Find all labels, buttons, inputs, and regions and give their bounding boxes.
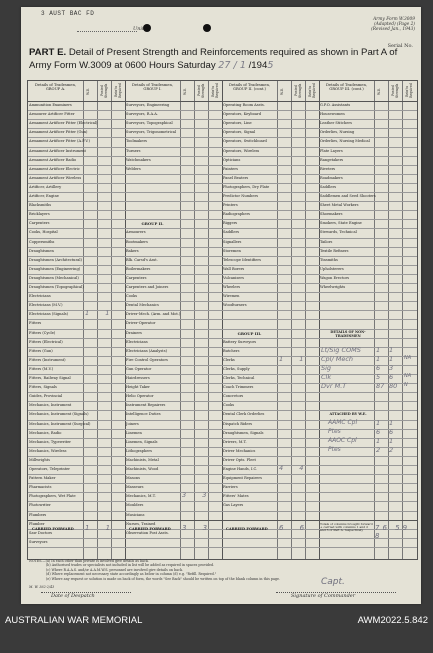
trade-label: Saddlers xyxy=(223,230,240,235)
trade-label: Photowriter xyxy=(29,503,51,508)
we-value: 1 xyxy=(376,354,381,363)
signature-handwritten: Capt. xyxy=(321,577,345,587)
trade-label: Concretors xyxy=(223,394,244,399)
trade-label: Stewards, Technical xyxy=(320,230,357,235)
trade-label: Driver Mechanics xyxy=(223,448,256,453)
trade-label: Surveyors, R.A.A. xyxy=(126,112,159,117)
table-row-rule xyxy=(28,511,417,512)
we-value: 1 xyxy=(376,418,381,427)
trade-label: Housewomen xyxy=(320,112,345,117)
attached-entry: Ptes xyxy=(328,427,341,435)
trade-label: Leather Stitchers xyxy=(320,121,352,126)
table-row-rule xyxy=(28,228,417,229)
trade-label: Fitters, Railway Signal xyxy=(29,376,71,380)
trade-label: Boilermakers xyxy=(126,266,151,271)
table-row-rule xyxy=(28,410,417,411)
non-tradesman-entry: Lt/Sig COMS xyxy=(321,345,361,354)
non-tradesman-entry: Cpl/ Mech xyxy=(321,354,354,363)
trade-label: Bricklayers xyxy=(29,212,50,217)
table-row-rule xyxy=(28,110,417,111)
trade-label: Photographers, Wet Plate xyxy=(29,494,76,499)
trade-label: Plumber xyxy=(29,521,45,526)
trade-label: G.P.O. Assistants xyxy=(320,103,351,107)
trade-label: Clerks, Supply xyxy=(223,366,250,371)
trade-label: Rangetakers xyxy=(320,157,344,162)
table-row-rule xyxy=(28,147,417,148)
table-row-rule xyxy=(28,456,417,457)
sub-header: W.E. xyxy=(86,87,90,95)
trade-label: Mechanics, Radio xyxy=(29,430,62,435)
column-header: Details of Tradesmen, GROUP III. (cont.) xyxy=(325,83,368,92)
trade-label: Masons xyxy=(126,476,140,481)
trade-label: Riggers xyxy=(223,221,238,226)
req-value: NA xyxy=(404,354,412,361)
sub-header: W.E. xyxy=(280,87,284,95)
form-notes: NOTES.—(a) In each other than private is involved give details as back. (b) Authorised trades or specialists not included in list will be added as required in spaces provided. (c) Where R.A.A.S. and/or A.A.M.W.S. personnel are involved give details on back. (d) Where replacement not necessary state accordingly as below in column (d) e.g. "Refill. Required." (e) Where any request or solution is made on back of form, the words "See Back" should be written on top of the blank column in this page. xyxy=(29,559,281,581)
punch-hole xyxy=(143,24,151,32)
trade-label: Armament Artificer Instrument xyxy=(29,148,86,153)
trade-label: Operating Room Assts. xyxy=(223,103,265,107)
trade-label: Electricians (M.V.) xyxy=(29,303,63,308)
date-line xyxy=(41,592,131,593)
trade-label: Clerks xyxy=(223,357,235,362)
header-rule xyxy=(28,101,417,102)
trade-label: Millwrights xyxy=(29,457,50,462)
trade-label: Electricians xyxy=(126,339,148,344)
we-value: 6 xyxy=(376,363,381,372)
sub-header: Rein'ts Required xyxy=(308,83,316,99)
trade-label: Draughtsmen (Topographical) xyxy=(29,285,84,289)
trade-label: Intelligence Duties xyxy=(126,412,161,417)
trade-label: Guides, Provincial xyxy=(29,394,63,399)
trade-label: Blk. Carsd's Asst. xyxy=(126,257,158,262)
serial-label: Serial No. xyxy=(387,43,413,49)
trade-label: Wagon Erectors xyxy=(320,275,350,280)
table-row-rule xyxy=(28,538,417,539)
trade-label: Armourers xyxy=(126,230,146,235)
trade-label: Driver-Operator xyxy=(126,321,156,326)
trade-label: Saddlers xyxy=(320,184,337,189)
trade-label: Electricians (Analysts) xyxy=(126,348,167,353)
unit-stamp: 3 AUST BAC FD xyxy=(41,10,95,17)
trade-label: Engine Hands, I.C. xyxy=(223,467,258,471)
table-row-rule xyxy=(28,319,417,320)
trade-label: Draughtsmen (Mechanical) xyxy=(29,275,79,280)
trade-label: Armament Artificer Fitter (Electrical) xyxy=(29,121,98,126)
trade-label: Armament Artificer Fitter (Gun) xyxy=(29,130,88,135)
trade-label: Drainers xyxy=(126,330,142,335)
trade-label: Wall Borers xyxy=(223,266,245,271)
handwritten-entry: 1 1 xyxy=(279,354,311,363)
table-row-rule xyxy=(28,501,417,502)
trade-label: Carpenters and Joiners xyxy=(126,285,169,289)
trade-label: Vulcanisers xyxy=(223,275,244,280)
table-row-rule xyxy=(28,483,417,484)
trade-label: Electricians (Signals) xyxy=(29,312,68,317)
form-sheet xyxy=(21,7,421,604)
posted-value: 1 xyxy=(389,345,394,354)
we-value: 6 xyxy=(376,427,381,436)
handwritten-entry: 4 4 xyxy=(279,464,311,472)
table-row-rule xyxy=(28,265,417,266)
trade-label: Fitters, Signals xyxy=(29,385,57,390)
trade-label: Joiners xyxy=(126,421,139,426)
posted-value: 6 xyxy=(389,373,394,381)
trade-label: Woodturners xyxy=(223,303,247,308)
trade-label: Mechanics, Instrument (Signals) xyxy=(29,412,89,417)
trade-label: Instrument Repairers xyxy=(126,403,166,408)
table-row-rule xyxy=(28,338,417,339)
trade-label: Sheet Metal Workers xyxy=(320,203,359,208)
attached-heading: ATTACHED BY W.E. xyxy=(329,412,367,417)
trade-label: Riveters xyxy=(320,166,336,171)
table-row-rule xyxy=(28,438,417,439)
trade-label: Operators, Line xyxy=(223,121,252,126)
req-value: NA xyxy=(404,373,412,379)
trade-label: Watchmakers xyxy=(126,157,151,162)
trade-label: Cooks xyxy=(223,403,235,408)
trade-label: Surveyors, Engineering xyxy=(126,103,170,107)
unit-label: Unit xyxy=(133,26,145,32)
trade-label: Predictor Numbers xyxy=(223,194,259,198)
trade-label: Saw Doctors xyxy=(29,530,53,535)
sub-header: W.E. xyxy=(377,87,381,95)
punch-hole xyxy=(203,24,211,32)
trade-label: Carpenters xyxy=(29,221,50,226)
non-tradesman-entry: Clk xyxy=(321,373,332,381)
table-row-rule xyxy=(28,356,417,357)
trade-label: Bootmakers xyxy=(126,239,148,244)
table-row-rule xyxy=(28,474,417,475)
trade-label: Mechanics, Instrument (Surgical) xyxy=(29,421,91,426)
table-row-rule xyxy=(28,401,417,402)
sub-header: Rein'ts Required xyxy=(211,83,219,99)
sub-header: Posted Strength xyxy=(294,83,302,99)
carried-forward-value: 6 6 xyxy=(279,523,312,532)
credit-left: AUSTRALIAN WAR MEMORIAL xyxy=(5,615,143,626)
trade-label: Lithographers xyxy=(126,448,152,453)
trade-label: Fitters xyxy=(29,321,42,326)
posted-value: 1 xyxy=(389,418,394,427)
we-value: 5 xyxy=(376,373,381,381)
trade-label: Surveyors xyxy=(29,539,48,544)
trade-label: Wiremen xyxy=(223,294,240,299)
sub-header: Posted Strength xyxy=(197,83,205,99)
table-row-rule xyxy=(28,238,417,239)
table-row-rule xyxy=(28,210,417,211)
table-row-rule xyxy=(28,429,417,430)
column-header: Details of Tradesmen, GROUP A. xyxy=(34,83,77,92)
trade-label: Height Taker xyxy=(126,385,150,390)
sub-header: W.E. xyxy=(183,87,187,95)
table-row-rule xyxy=(28,219,417,220)
we-value: 87 xyxy=(376,382,385,391)
trade-label: Linemen xyxy=(126,430,142,435)
table-row-rule xyxy=(28,301,417,302)
trade-label: Gun Operator xyxy=(126,366,152,371)
table-row-rule xyxy=(28,156,417,157)
trade-label: Battery Surveyors xyxy=(223,339,257,344)
table-row-rule xyxy=(28,119,417,120)
signature-label: Signature of Commander xyxy=(291,593,356,599)
table-row-rule xyxy=(28,128,417,129)
trade-label: Mechanics, Wireless xyxy=(29,448,67,453)
trade-label: Electricians xyxy=(29,294,51,299)
column-header: Details of Tradesmen, GROUP II. (cont.) xyxy=(228,83,271,92)
trade-label: Signallers xyxy=(223,239,242,244)
handwritten-entry: 3 3 xyxy=(182,491,214,500)
table-row-rule xyxy=(28,247,417,248)
table-row-rule xyxy=(28,383,417,384)
trade-label: Fitters (Instrument) xyxy=(29,357,66,362)
handwritten-date: 27 / 1 xyxy=(218,59,246,71)
group-subheading: GROUP II. xyxy=(141,221,164,227)
trade-label: Operators, Wireless xyxy=(223,148,260,153)
attached-entry: AAMC Cpl xyxy=(328,418,358,426)
trade-label: Storemen xyxy=(223,248,241,253)
trade-label: Machinists, Wood xyxy=(126,467,159,471)
trade-label: Butchers xyxy=(223,348,240,353)
trade-label: Fitters (Electrical) xyxy=(29,339,63,344)
trade-label: Coach Trimmers xyxy=(223,385,254,390)
we-value: 1 xyxy=(376,345,381,354)
trade-label: Wheelwrights xyxy=(320,285,346,289)
carried-forward-label: CARRIED FORWARD xyxy=(226,526,268,531)
trade-label: Draughtsmen xyxy=(29,248,54,253)
trade-label: Operators, Teleprinter xyxy=(29,467,70,471)
table-row-rule xyxy=(28,137,417,138)
trade-label: Armament Artificer Fitter (A.F.V.) xyxy=(29,139,90,144)
trade-label: Opticians xyxy=(223,157,241,162)
handwritten-entry: 1 1 xyxy=(85,309,117,318)
trade-label: Fitters (Cycle) xyxy=(29,330,56,335)
trade-label: Saddlemen and Seed Shooters xyxy=(320,194,376,198)
trade-label: Surveyors, Trigonometrical xyxy=(126,130,177,135)
trade-label: Mechanics, Typewriter xyxy=(29,439,71,444)
trade-label: Wheelers xyxy=(223,285,241,289)
table-row-rule xyxy=(28,283,417,284)
trade-label: Masseurs xyxy=(126,485,144,490)
carried-forward-label: CARRIED FORWARD xyxy=(32,526,74,531)
trade-label: Mechanics, M.T. xyxy=(126,494,156,499)
printed-code: M. W. 362-2/43 xyxy=(29,585,55,589)
table-row-rule xyxy=(28,420,417,421)
trade-label: Operators, Signal xyxy=(223,130,256,135)
req-value: N xyxy=(404,382,408,389)
table-row-rule xyxy=(28,274,417,275)
trade-label: Printers xyxy=(223,203,238,208)
trade-label: Orderlies, Nursing xyxy=(320,130,355,135)
non-tradesman-entry: Sig xyxy=(321,363,332,372)
trade-label: Fitters (M.V.) xyxy=(29,366,54,371)
table-row-rule xyxy=(28,192,417,193)
trade-label: Operators, Keyboard xyxy=(223,112,262,117)
trade-label: Photographers, Dry Plate xyxy=(223,184,270,189)
strength-table xyxy=(27,80,418,560)
posted-value: 1 xyxy=(389,436,394,445)
table-row-rule xyxy=(28,365,417,366)
totals-value: 76 59 8 xyxy=(375,523,411,540)
sub-header: Rein'ts Required xyxy=(114,83,122,99)
trade-label: Plate Layers xyxy=(320,148,343,153)
trade-label: Carpenters xyxy=(126,275,147,280)
table-row-rule xyxy=(28,465,417,466)
trade-label: Cooks xyxy=(126,294,138,299)
posted-value: 1 xyxy=(389,354,394,363)
trade-label: Fire Control Operators xyxy=(126,357,168,362)
trade-label: Ammunition Examiners xyxy=(29,103,72,107)
table-row-rule xyxy=(28,447,417,448)
trade-label: Tailors xyxy=(320,239,333,244)
trade-label: Artificer, Engine xyxy=(29,194,59,198)
posted-value: 3 xyxy=(389,363,394,372)
trade-label: Pattern Maker xyxy=(29,476,56,481)
credit-right: AWM2022.5.842 xyxy=(357,615,428,626)
trade-label: Plumbers xyxy=(29,512,47,517)
group-subheading: GROUP III. xyxy=(237,330,262,336)
trade-label: Smokers, State Engine xyxy=(320,221,362,226)
trade-label: Armament Artificer Wireless xyxy=(29,175,82,180)
table-row-rule xyxy=(28,256,417,257)
table-row-rule xyxy=(28,547,417,548)
table-row-rule xyxy=(28,183,417,184)
trade-label: Armament Artificer Radio xyxy=(29,157,77,162)
trade-label: Fitters' Mates xyxy=(223,494,249,499)
trade-label: Textile Refiners xyxy=(320,248,349,253)
trade-label: Drivers, M.T. xyxy=(223,439,247,444)
signature-line xyxy=(276,592,396,593)
trade-label: Driver-Mech. (Arm. and Mot.) xyxy=(126,312,181,317)
trade-label: Coppersmiths xyxy=(29,239,55,244)
sub-header: Posted Strength xyxy=(391,83,399,99)
posted-value: 80 xyxy=(389,382,398,391)
trade-label: Farriers xyxy=(223,485,238,490)
non-tradesman-entry: Dvr M.T xyxy=(321,382,347,391)
trade-label: Blacksmiths xyxy=(29,203,52,208)
trade-label: Helio Operator xyxy=(126,394,154,399)
table-row-rule xyxy=(28,165,417,166)
carried-forward-value: 3 3 xyxy=(182,523,215,532)
trade-label: Driver Opts. Fleet xyxy=(223,457,256,462)
attached-entry: Ptes xyxy=(328,445,341,453)
trade-label: Pharmacists xyxy=(29,485,52,490)
trade-label: Upholsterers xyxy=(320,266,344,271)
trade-label: Tinsmiths xyxy=(320,257,338,262)
we-value: 1 xyxy=(376,436,381,445)
trade-label: Equipment Repairers xyxy=(223,476,262,481)
trade-label: Panel Beaters xyxy=(223,175,249,180)
trade-label: Radiographers xyxy=(223,212,251,217)
table-row-rule xyxy=(28,392,417,393)
trade-label: Surveyors, Topographical xyxy=(126,121,173,126)
trade-label: Armament Artificer Electric xyxy=(29,166,80,171)
trade-label: Musicians xyxy=(126,512,145,517)
trade-label: Bakers xyxy=(126,248,139,253)
trade-label: Clerks, Technical xyxy=(223,376,255,380)
trade-label: Armourer Artificer Fitter xyxy=(29,112,75,117)
trade-label: Shoemakers xyxy=(320,212,343,217)
trade-label: Cooks, Hospital xyxy=(29,230,58,235)
carried-forward-rule xyxy=(28,520,417,521)
trade-label: Turners xyxy=(126,148,141,153)
sub-header: Rein'ts Required xyxy=(405,83,413,99)
trade-label: Linemen, Signals xyxy=(126,439,158,444)
sub-header: Posted Strength xyxy=(100,83,108,99)
posted-value: 6 xyxy=(389,427,394,436)
form-title: PART E. Detail of Present Strength and Reinforcements required as shown in Part A of Army Form W.3009 at 0600 Hours Saturday 27 / 1 /1945 xyxy=(29,47,398,71)
trade-label: Machinists, Metal xyxy=(126,457,159,462)
table-row-rule xyxy=(28,174,417,175)
non-tradesmen-heading: DETAILS OF NON-TRADESMEN xyxy=(330,329,366,338)
trade-label: Draughtsmen (Architectural) xyxy=(29,257,82,262)
trade-label: Painters xyxy=(223,166,238,171)
trade-label: Roadmakers xyxy=(320,175,343,180)
totals-label: Totals of columns brought forward + carried with columns 1 and 2 and 3 of Part A. respectively xyxy=(320,521,373,533)
table-row-rule xyxy=(28,374,417,375)
trade-label: Artificer, Artillery xyxy=(29,184,62,189)
trade-label: Operators, Switchboard xyxy=(223,139,267,144)
trade-label: Draughtsmen (Engineering) xyxy=(29,266,81,271)
carried-forward-value: 1 1 xyxy=(85,523,118,532)
posted-value: 2 xyxy=(389,445,394,454)
trade-label: Dispatch Riders xyxy=(223,421,253,426)
trade-label: Nurses, Trained xyxy=(126,521,156,526)
trade-label: Draughtsmen, Signals xyxy=(223,430,264,435)
table-row-rule xyxy=(28,201,417,202)
form-note: Army Form W.3009 (Adapted) (Page 2) (Revised Jan., 1943) xyxy=(371,17,415,33)
column-header: Details of Tradesmen, GROUP I. xyxy=(131,83,174,92)
carried-forward-label: CARRIED FORWARD xyxy=(129,526,171,531)
trade-label: Observation Post Assts. xyxy=(126,530,169,535)
attached-entry: AAOC Cpl xyxy=(328,436,357,444)
unit-line xyxy=(77,31,137,32)
trade-label: Mechanics, Instrument xyxy=(29,403,72,408)
table-row-rule xyxy=(28,492,417,493)
trade-label: Hairdressers xyxy=(126,376,150,380)
trade-label: Moulders xyxy=(126,503,144,508)
trade-label: Toolmakers xyxy=(126,139,148,144)
trade-label: Gas Layers xyxy=(223,503,244,508)
date-of-despatch-label: Date of Despatch xyxy=(51,593,95,599)
trade-label: Fitters (Gun) xyxy=(29,348,53,353)
trade-label: Orderlies, Nursing Medical xyxy=(320,139,370,144)
we-value: 2 xyxy=(376,445,381,454)
trade-label: Welders xyxy=(126,166,141,171)
trade-label: Dental Clerk Orderlies xyxy=(223,412,265,417)
table-row-rule xyxy=(28,292,417,293)
trade-label: Telescope Identifiers xyxy=(223,257,261,262)
trade-label: Dental Mechanics xyxy=(126,303,159,308)
